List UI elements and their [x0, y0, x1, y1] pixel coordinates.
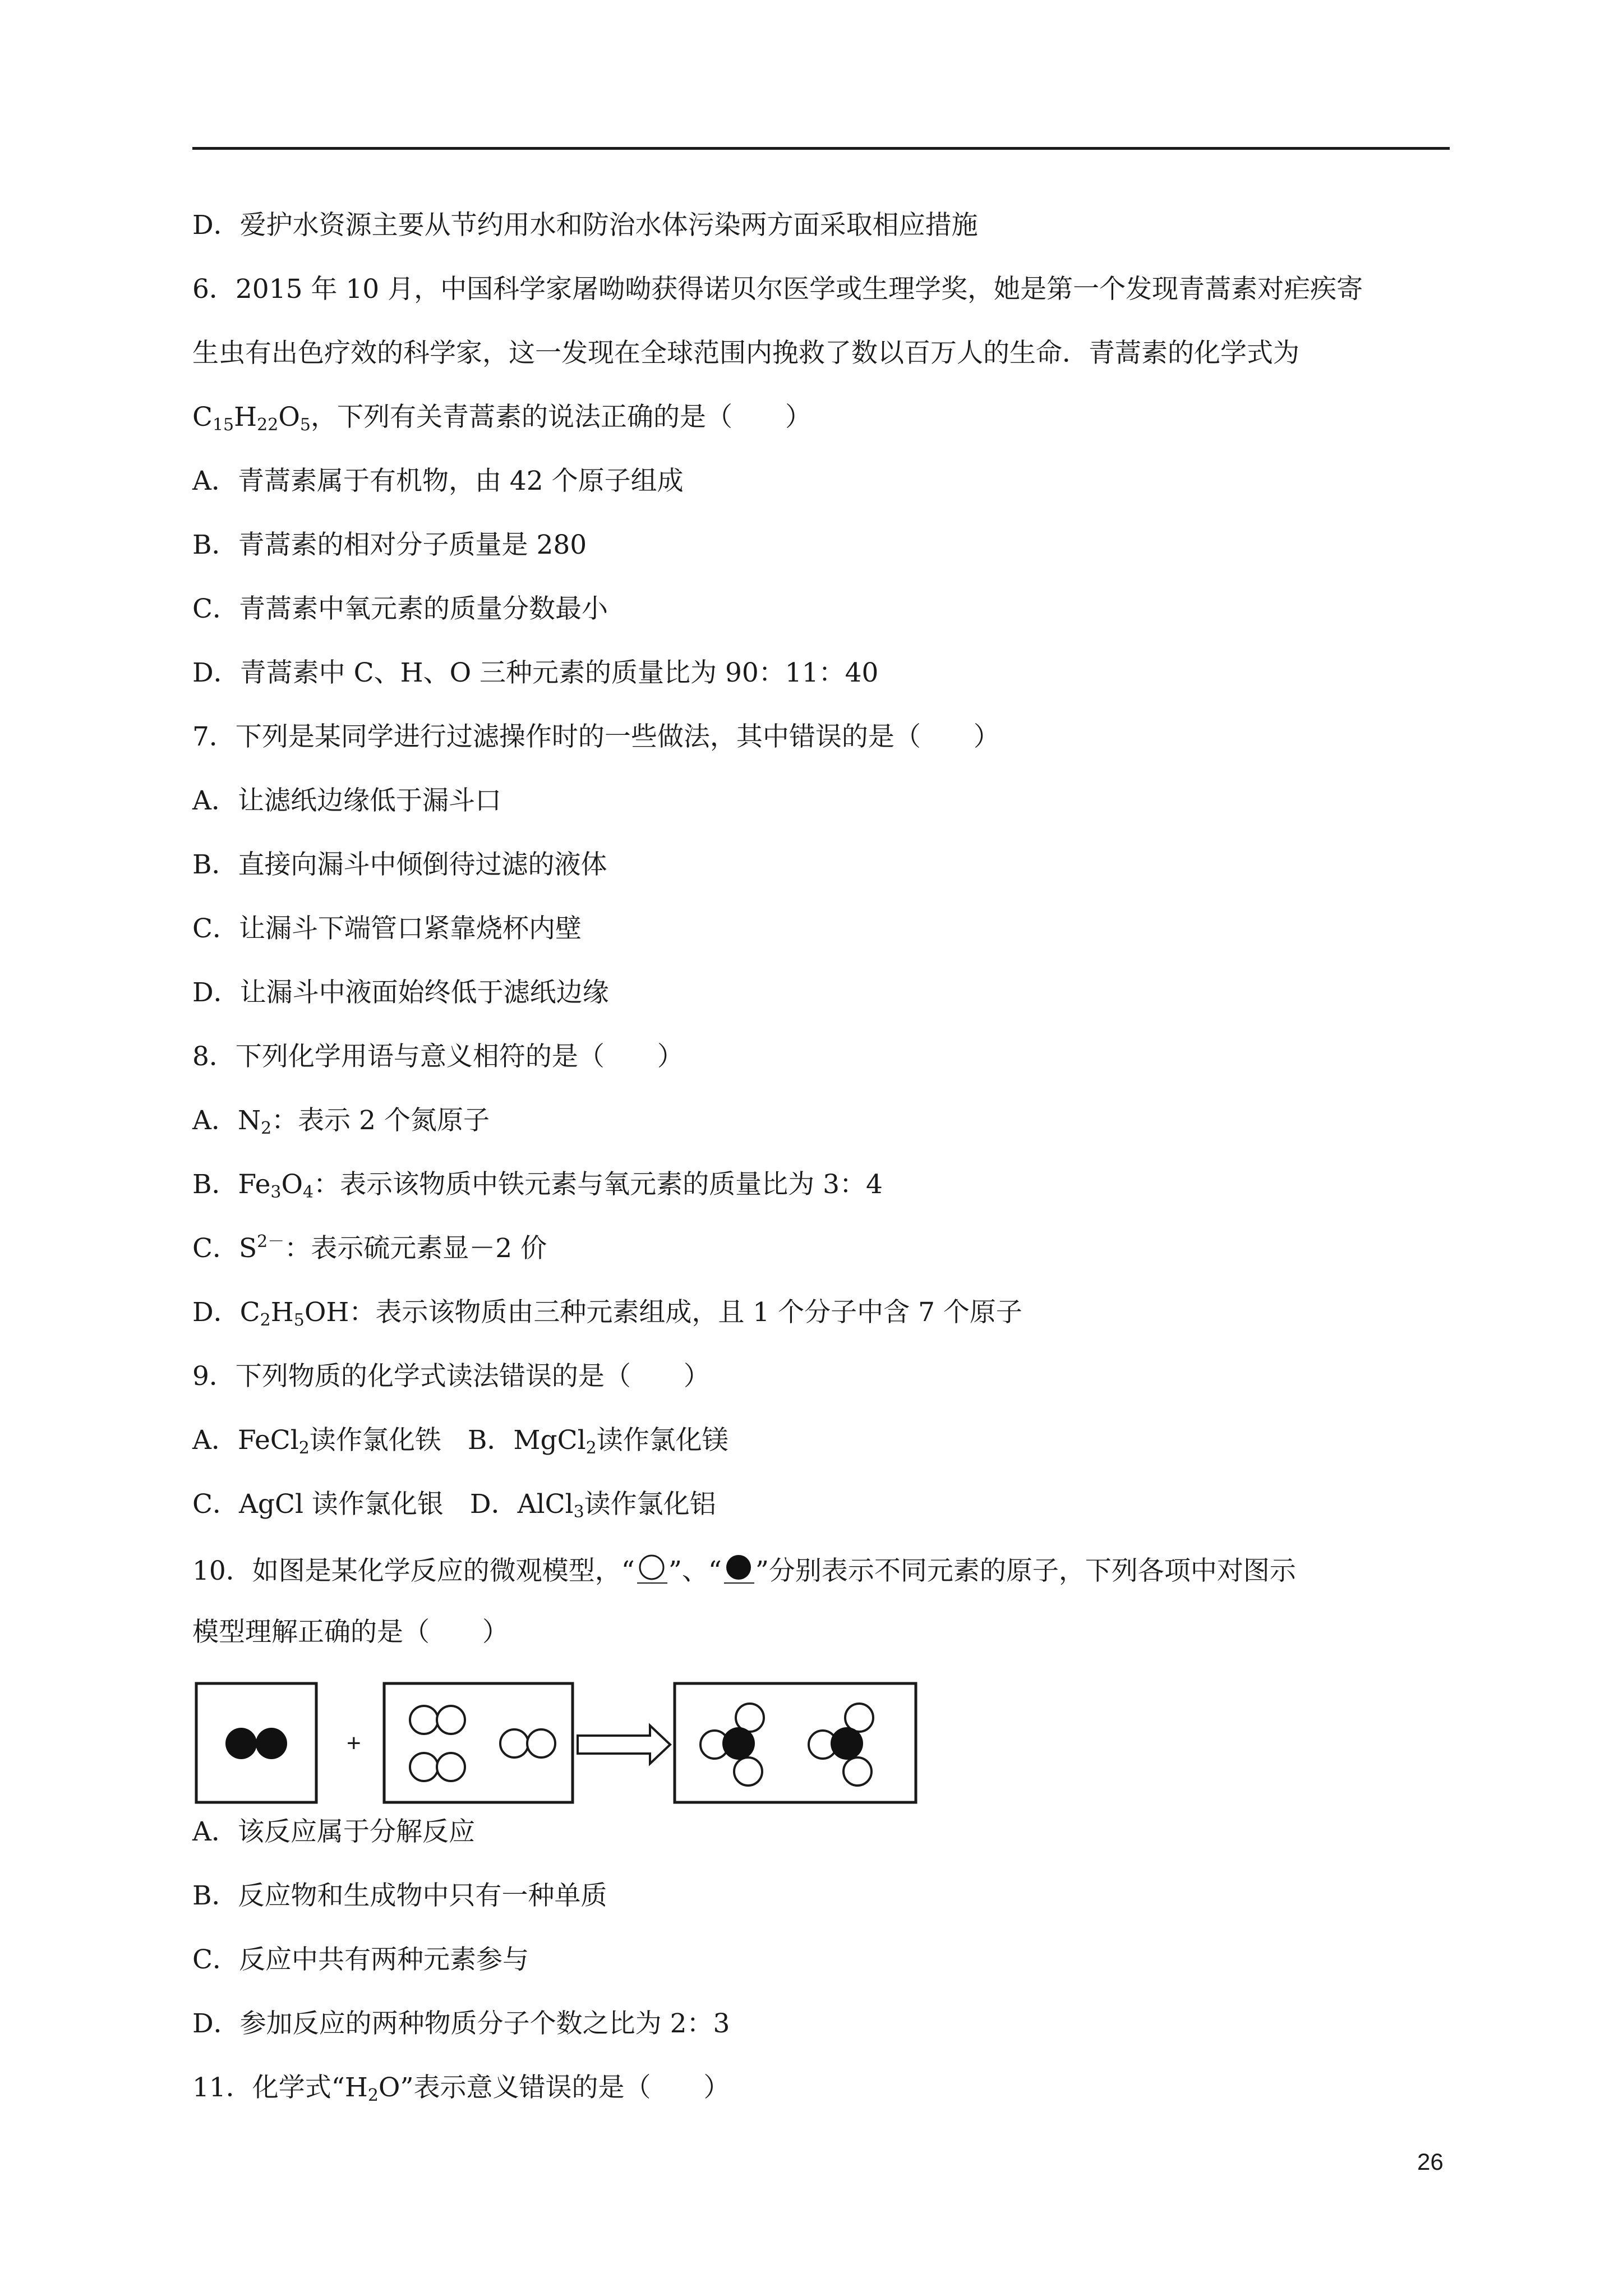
white-atom — [843, 1757, 872, 1786]
q10-stem-line1: 10．如图是某化学反应的微观模型，“ ”、“ ”分别表示不同元素的原子，下列各项中对图示 — [192, 1552, 1296, 1588]
reactant-box-1 — [196, 1683, 316, 1802]
q11-stem: 11．化学式“$H_2O$”表示意义错误的是（ ） — [192, 2072, 730, 2105]
reaction-diagram — [195, 1682, 918, 1807]
q10-stem-line2: 模型理解正确的是（ ） — [192, 1617, 509, 1648]
q7-option-c: C．让漏斗下端管口紧靠烧杯内壁 — [192, 913, 582, 944]
q10-option-b: B．反应物和生成物中只有一种单质 — [192, 1880, 607, 1911]
white-atom — [500, 1729, 528, 1757]
white-atom — [410, 1706, 438, 1734]
black-atom — [722, 1727, 755, 1760]
white-atom — [437, 1753, 465, 1781]
q10-option-c: C．反应中共有两种元素参与 — [192, 1944, 529, 1975]
q8-option-c: C．$S^{2-}$：表示硫元素显－2 价 — [192, 1232, 547, 1264]
q9-options-cd: C．AgCl 读作氯化银 D．AlCl$_3$读作氯化铝 — [192, 1489, 716, 1522]
white-atom — [527, 1729, 555, 1757]
white-atom — [410, 1753, 438, 1781]
q8-option-a: A．$N_2$：表示 2 个氮原子 — [192, 1105, 490, 1138]
q8-stem: 8．下列化学用语与意义相符的是（ ） — [192, 1041, 684, 1072]
q8-option-d: D．$C_2H_5OH$：表示该物质由三种元素组成，且 1 个分子中含 7 个原子 — [192, 1297, 1022, 1330]
q6-stem-line1: 6．2015 年 10 月，中国科学家屠呦呦获得诺贝尔医学或生理学奖，她是第一个发现青蒿素对疟疾寄 — [192, 274, 1363, 305]
q10-option-d: D．参加反应的两种物质分子个数之比为 2：3 — [192, 2008, 730, 2039]
black-atom — [831, 1727, 863, 1760]
q9-options-ab: A．FeCl$_2$读作氯化铁 B．MgCl$_2$读作氯化镁 — [192, 1425, 728, 1458]
black-atom — [256, 1728, 287, 1759]
q6-stem-line3: $C_{15}H_{22}O_5$，下列有关青蒿素的说法正确的是（ ） — [192, 402, 811, 435]
white-atom — [734, 1757, 762, 1786]
q6-formula: $C_{15}H_{22}O_5$ — [192, 402, 311, 435]
header-rule — [192, 147, 1450, 150]
white-atom — [437, 1706, 465, 1734]
q6-stem-line2: 生虫有出色疗效的科学家，这一发现在全球范围内挽救了数以百万人的生命．青蒿素的化学式为 — [192, 338, 1299, 369]
page-number: 26 — [1417, 2148, 1444, 2175]
product-box — [675, 1683, 916, 1802]
q7-option-a: A．让滤纸边缘低于漏斗口 — [192, 785, 501, 816]
black-atom — [225, 1728, 257, 1759]
white-atom-icon — [635, 1552, 668, 1586]
q10-option-a: A．该反应属于分解反应 — [192, 1816, 475, 1847]
reaction-arrow — [578, 1726, 670, 1764]
plus-sign: + — [347, 1729, 361, 1757]
q6-option-a: A．青蒿素属于有机物，由 42 个原子组成 — [192, 466, 684, 496]
q8-option-b: B．$Fe_3O_4$：表示该物质中铁元素与氧元素的质量比为 3：4 — [192, 1169, 883, 1202]
q7-stem: 7．下列是某同学进行过滤操作时的一些做法，其中错误的是（ ） — [192, 721, 1000, 752]
q9-stem: 9．下列物质的化学式读法错误的是（ ） — [192, 1361, 710, 1392]
q6-option-b: B．青蒿素的相对分子质量是 280 — [192, 530, 587, 560]
q6-option-c: C．青蒿素中氧元素的质量分数最小 — [192, 593, 608, 624]
reactant-box-2 — [384, 1683, 573, 1802]
q6-option-d: D．青蒿素中 C、H、O 三种元素的质量比为 90：11：40 — [192, 657, 879, 688]
black-atom-icon — [722, 1552, 755, 1586]
q7-option-d: D．让漏斗中液面始终低于滤纸边缘 — [192, 977, 609, 1008]
q7-option-b: B．直接向漏斗中倾倒待过滤的液体 — [192, 849, 607, 880]
q5-option-d: D．爱护水资源主要从节约用水和防治水体污染两方面采取相应措施 — [192, 210, 978, 241]
